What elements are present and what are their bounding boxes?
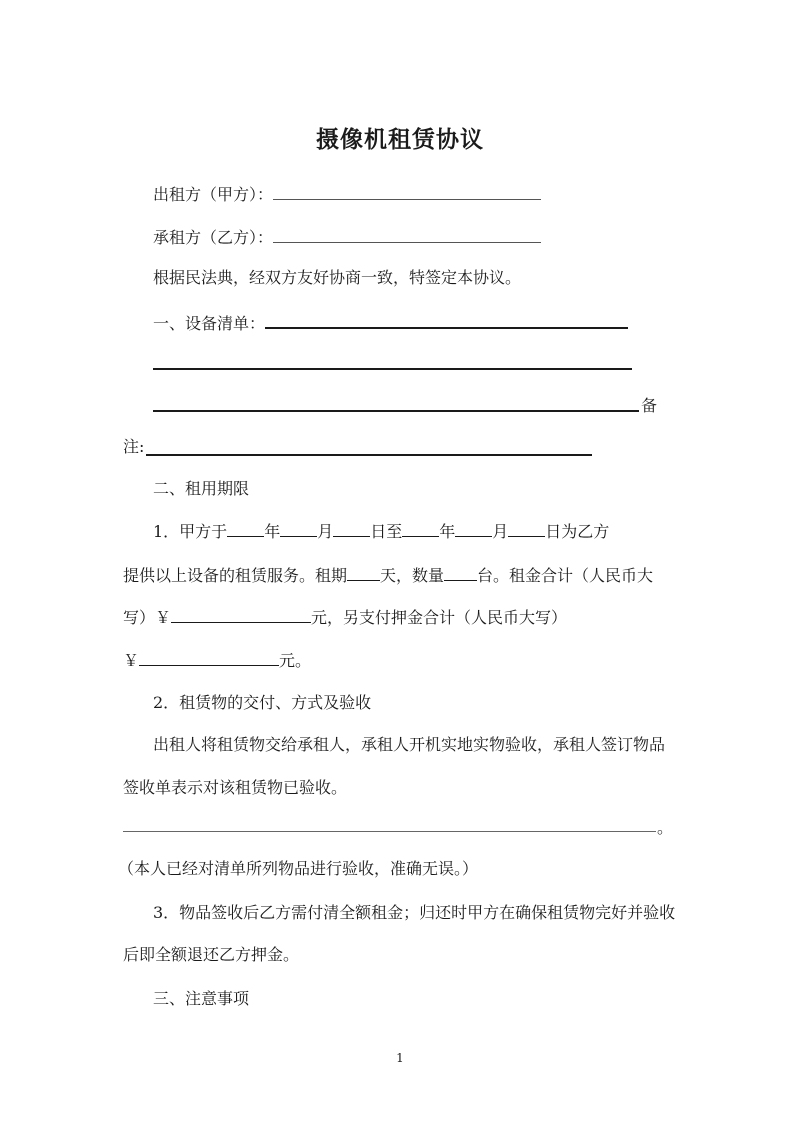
end-month-blank[interactable] [455,521,492,537]
term-line-4 [123,650,311,671]
lessor-label: 出租方（甲方）： [153,185,274,204]
remark-tail: 备 [641,396,658,415]
lessee-blank[interactable] [273,227,541,243]
lessor-line [153,184,541,205]
start-month-blank[interactable] [280,521,317,537]
month-label-2: 月 [492,522,509,541]
year-label-2: 年 [439,522,456,541]
service-text: 提供以上设备的租赁服务。租期 [123,566,348,585]
rent-total-text: 台。租金合计（人民币大 [477,566,654,585]
deposit-prefix: ￥ [123,651,140,670]
end-day-blank[interactable] [508,521,545,537]
term-line-2 [123,565,653,586]
equipment-blank-3[interactable] [153,410,639,412]
year-label: 年 [264,522,281,541]
acceptance-blank[interactable] [123,831,656,832]
start-year-blank[interactable] [227,521,264,537]
quantity-text: 天，数量 [380,566,445,585]
lessor-blank[interactable] [273,184,541,200]
day-to-label: 日至 [370,522,403,541]
item2-body-2: 签收单表示对该租赁物已验收。 [123,778,348,797]
item2-heading: 2．租赁物的交付、方式及验收 [153,693,372,712]
term-start-text: 1．甲方于 [153,522,228,541]
equipment-blank-1[interactable] [265,312,628,329]
rent-amount-blank[interactable] [171,607,311,623]
month-label: 月 [317,522,334,541]
end-year-blank[interactable] [402,521,439,537]
term-line-3 [123,607,567,628]
deposit-amount-blank[interactable] [139,650,279,666]
rent-prefix: 写）￥ [123,608,172,627]
acceptance-end-mark: 。 [657,818,674,837]
deposit-text: 元，另支付押金合计（人民币大写） [311,608,568,627]
item2-body-1: 出租人将租赁物交给承租人，承租人开机实地实物验收，承租人签订物品 [153,735,666,754]
item3-line-1: 3．物品签收后乙方需付清全额租金；归还时甲方在确保租赁物完好并验收 [153,903,676,922]
days-blank[interactable] [347,565,380,581]
equipment-blank-2[interactable] [153,368,632,370]
remark-blank[interactable] [146,454,592,456]
day-end-label: 日为乙方 [545,522,610,541]
lessee-line [153,227,541,248]
acceptance-note: （本人已经对清单所列物品进行验收，准确无误。） [118,859,479,878]
document-title: 摄像机租赁协议 [316,127,484,153]
term-line-1 [153,521,609,542]
remark-head: 注: [123,437,145,456]
section1-heading: 一、设备清单： [153,314,266,333]
start-day-blank[interactable] [333,521,370,537]
preamble: 根据民法典，经双方友好协商一致，特签定本协议。 [153,268,522,287]
section2-heading: 二、租用期限 [153,479,250,498]
item3-line-2: 后即全额退还乙方押金。 [123,945,300,964]
deposit-suffix: 元。 [279,651,312,670]
quantity-blank[interactable] [444,565,477,581]
page-number: 1 [396,1051,404,1065]
lessee-label: 承租方（乙方）： [153,228,274,247]
section3-heading: 三、注意事项 [153,989,250,1008]
section1-line [153,312,628,334]
